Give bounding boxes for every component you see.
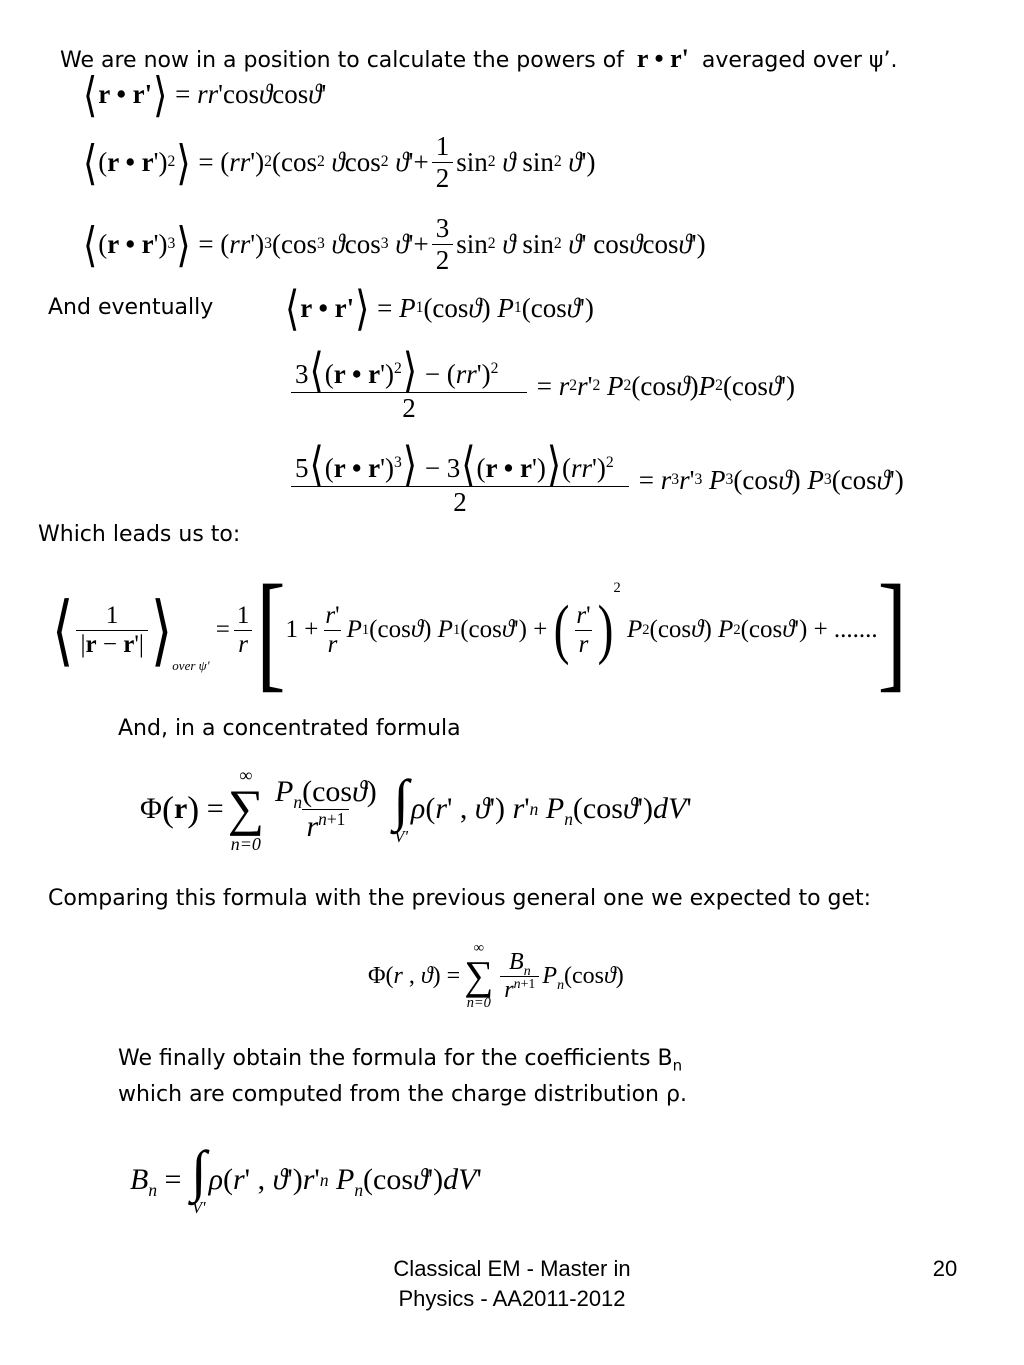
label-which-leads: Which leads us to: [38, 522, 241, 547]
finally-subscript: n [672, 1056, 683, 1075]
footer-course [352, 1254, 672, 1314]
label-concentrated: And, in a concentrated formula [118, 716, 461, 741]
footer-course-line2: Physics - AA2011-2012 [398, 1286, 626, 1311]
equation-legendre-p1: ⟨ r • r' ⟩ = P 1 (cos ϑ ) P 1 (cos ϑ ') [285, 282, 594, 335]
intro-text [60, 44, 897, 74]
equation-general-phi: Φ( r , ϑ ) = ∞ ∑ n=0 $\frac{B_n}{r^{n+1}}$ $P_n$ (cos ϑ ) [368, 940, 624, 1012]
label-comparing: Comparing this formula with the previous general one we expected to get: [48, 886, 872, 911]
label-and-eventually: And eventually [48, 295, 214, 320]
page-number: 20 [932, 1256, 958, 1281]
equation-phi-expansion: Φ ( r ) = ∞ ∑ n=0 $\frac{P_n(\cos ϑ)}{r^{n+1}}$ ∫ V' ρ ( r ' , ϑ ') r ' n $P_n$ (cos ϑ ') dV ' [140, 764, 692, 854]
equation-expansion: ⟨ $\frac{1}{|r - r'|}$ ⟩ over ψ' = $\frac{1}{r}$ [ 1 + $\frac{r'}{r}$ P 1 (cos ϑ ) P 1 (cos ϑ ') + ( $\frac{r'}{r}$ ) 2 P 2 (cos ϑ ) P 2 (cos ϑ ') + ....... ] [52, 557, 907, 703]
equation-first-power: ⟨ r • r' ⟩ = rr 'cos ϑ cos ϑ ' [83, 68, 327, 121]
equation-second-power: ⟨ ( r • r ') 2 ⟩ = ( rr ') 2 (cos 2 ϑ cos 2 ϑ '+ $\frac{1}{2}$ sin 2 ϑ sin 2 ϑ ') [83, 130, 596, 193]
label-finally-line1 [118, 1046, 683, 1075]
equation-third-power: ⟨ ( r • r ') 3 ⟩ = ( rr ') 3 (cos 3 ϑ cos 3 ϑ '+ $\frac{3}{2}$ sin 2 ϑ sin 2 ϑ ' cos ϑ cos ϑ ') [83, 212, 706, 275]
finally-text: We finally obtain the formula for the coefficients B [118, 1046, 673, 1071]
intro-text-before: We are now in a position to calculate the powers of [60, 48, 624, 73]
intro-text-after: averaged over ψ’. [701, 48, 898, 73]
dot-product-symbol: r • r' [636, 44, 689, 73]
equation-legendre-p2: $\frac{3⟨(r • r')^2⟩ - (rr')^2}{2}$ = r 2 r ' 2 P 2 (cos ϑ ) P 2 (cos ϑ ') [288, 340, 795, 432]
equation-coefficients: $B_n$ = ∫ V' ρ ( r ' , ϑ ') r ' n $P_n$ (cos ϑ ') dV ' [130, 1140, 482, 1218]
footer-course-line1: Classical EM - Master in [393, 1256, 631, 1281]
label-finally-line2: which are computed from the charge distribution ρ. [118, 1082, 687, 1107]
equation-legendre-p3: $\frac{5⟨(r • r')^3⟩ - 3⟨(r • r')⟩(rr')^2}{2}$ = r 3 r ' 3 P 3 (cos ϑ ) P 3 (cos ϑ ') [288, 434, 904, 526]
